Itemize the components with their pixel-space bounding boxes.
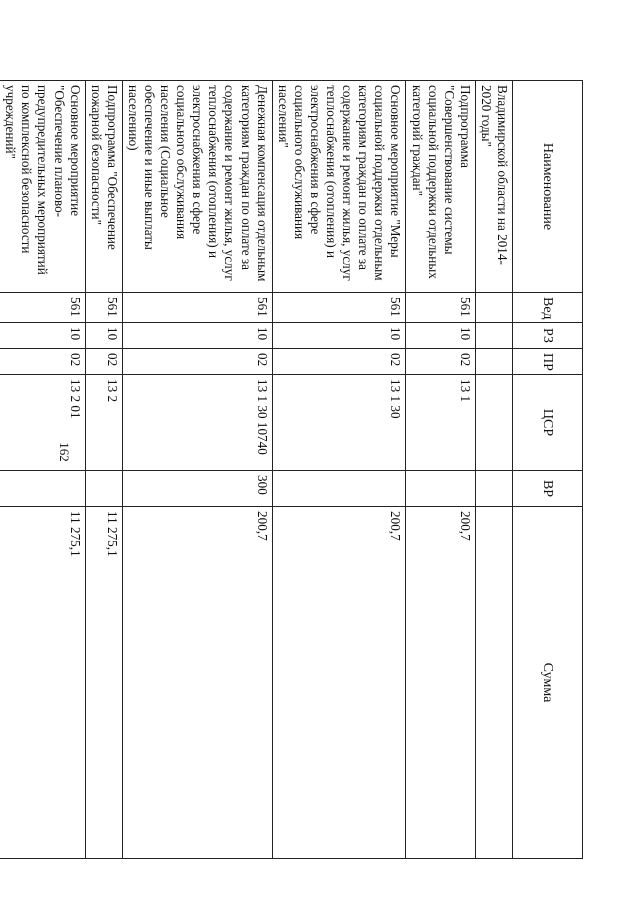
cell-vr: [406, 471, 475, 507]
cell-ved: 561: [0, 293, 85, 323]
cell-vr: [272, 471, 406, 507]
header-csr: ЦСР: [513, 375, 583, 471]
table-row: [0, 81, 85, 859]
cell-sum: 200,7: [122, 507, 272, 859]
cell-name: Основное мероприятие "Меры социальной поддержки отдельным категориям граждан по оплате за содержание и ремонт жилья, услуг теплоснабжения (отопления) и электроснабжения в сфере социального обслуживания населения": [272, 81, 406, 293]
cell-ved: 561: [122, 293, 272, 323]
cell-pr: 02: [0, 349, 85, 375]
header-ved: Вед: [513, 293, 583, 323]
cell-csr: 13 2 01: [0, 375, 85, 471]
table-row-continuation: [475, 81, 512, 859]
cell-rz: 10: [272, 323, 406, 349]
cell-csr: 13 1: [406, 375, 475, 471]
cell-pr: 02: [272, 349, 406, 375]
cell-sum: 11 275,1: [0, 507, 85, 859]
cell-sum: 11 275,1: [85, 507, 122, 859]
cell-name: Денежная компенсация отдельным категориям граждан по оплате за содержание и ремонт жилья, услуг теплоснабжения (отопления) и электроснабжения в сфере социального обслуживания населения (Социальное обеспечение и иные выплаты населению): [122, 81, 272, 293]
budget-table: [0, 80, 583, 859]
header-sum: Сумма: [513, 507, 583, 859]
cell-rz: 10: [122, 323, 272, 349]
cell-csr: 13 1 30: [272, 375, 406, 471]
cell-pr: 02: [85, 349, 122, 375]
cell-name: Основное мероприятие "Обеспечение планово-предупредительных мероприятий по комплексной безопасности учреждений": [0, 81, 85, 293]
table-row: [122, 81, 272, 859]
header-rz: РЗ: [513, 323, 583, 349]
continuation-text: Владимирской области на 2014-2020 годы": [475, 81, 512, 293]
cell-vr: 300: [122, 471, 272, 507]
cell-csr: 13 1 30 10740: [122, 375, 272, 471]
cell-pr: 02: [406, 349, 475, 375]
cell-vr: [85, 471, 122, 507]
cell-rz: 10: [85, 323, 122, 349]
header-vr: ВР: [513, 471, 583, 507]
cell-csr: 13 2: [85, 375, 122, 471]
page-number: 162: [56, 442, 72, 462]
table-row: [406, 81, 475, 859]
cell-rz: 10: [406, 323, 475, 349]
cell-ved: 561: [85, 293, 122, 323]
cell-sum: 200,7: [406, 507, 475, 859]
table-row: [272, 81, 406, 859]
cell-name: Подпрограмма "Совершенствование системы социальной поддержки отдельных категорий граждан": [406, 81, 475, 293]
header-name: Наименование: [513, 81, 583, 293]
cell-pr: 02: [122, 349, 272, 375]
cell-vr: [0, 471, 85, 507]
table-header-row: [513, 81, 583, 859]
cell-ved: 561: [272, 293, 406, 323]
cell-rz: 10: [0, 323, 85, 349]
cell-sum: 200,7: [272, 507, 406, 859]
cell-ved: 561: [406, 293, 475, 323]
cell-name: Подпрограмма "Обеспечение пожарной безопасности": [85, 81, 122, 293]
table-row: [85, 81, 122, 859]
header-pr: ПР: [513, 349, 583, 375]
